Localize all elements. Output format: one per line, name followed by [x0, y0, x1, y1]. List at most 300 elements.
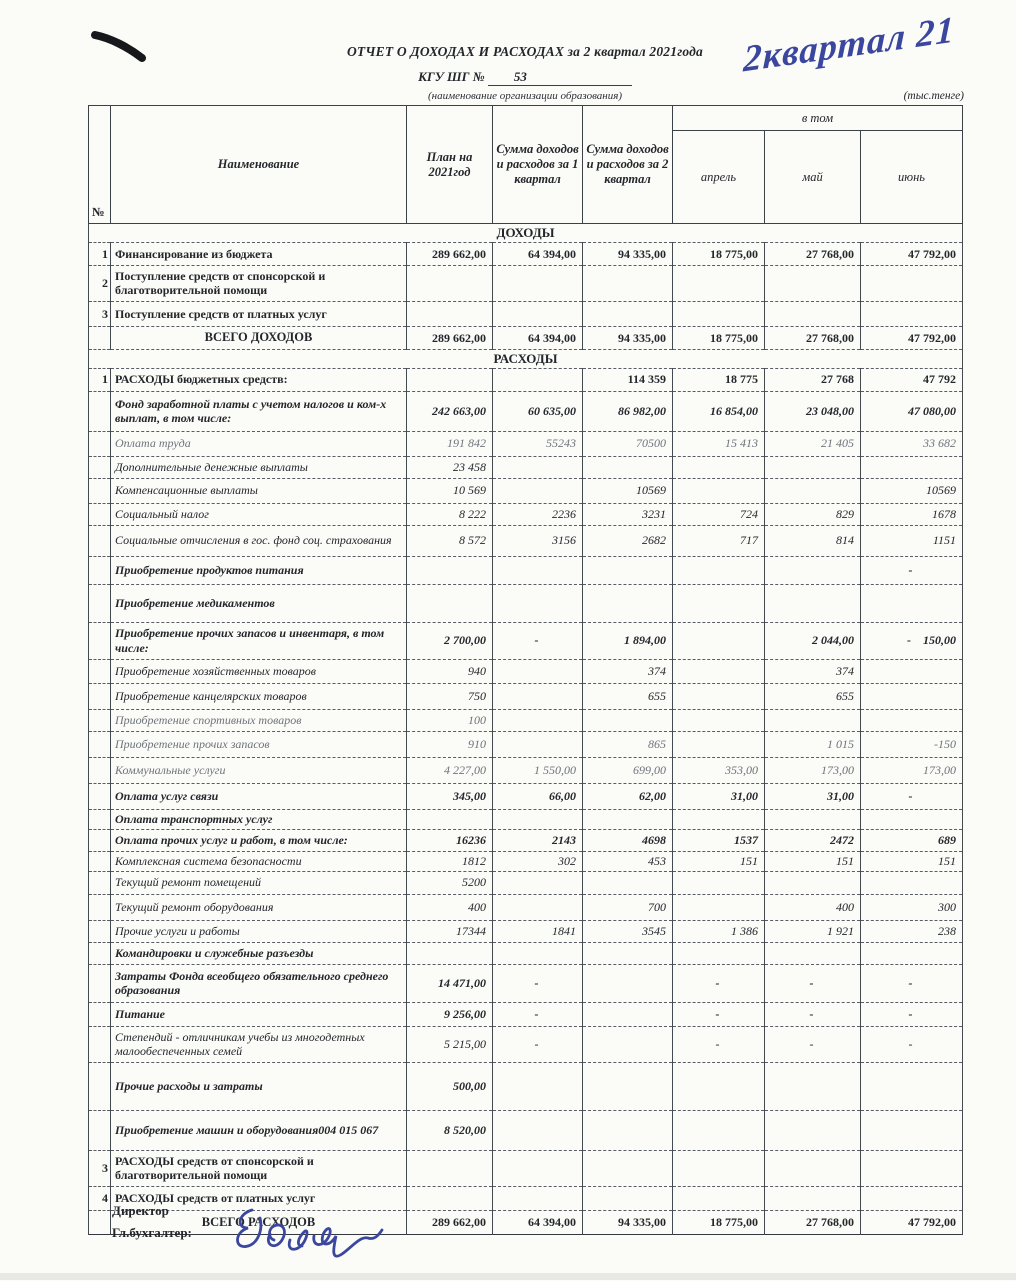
- value-cell: 1 386: [673, 920, 765, 942]
- value-cell: 64 394,00: [493, 1210, 583, 1234]
- table-row: [89, 920, 963, 942]
- value-cell: 31,00: [673, 783, 765, 809]
- handwritten-note: 2квартал 21: [742, 9, 956, 81]
- value-cell: 1678: [861, 503, 963, 525]
- value-cell: [765, 1110, 861, 1150]
- value-cell: [673, 683, 765, 709]
- table-row: [89, 894, 963, 920]
- value-cell: [673, 894, 765, 920]
- value-cell: [493, 368, 583, 391]
- value-cell: [861, 1150, 963, 1186]
- value-cell: 1812: [407, 851, 493, 871]
- value-cell: 1151: [861, 525, 963, 556]
- row-label: Приобретение хозяйственных товаров: [111, 659, 407, 683]
- header-name: Наименование: [111, 106, 407, 224]
- value-cell: [583, 456, 673, 478]
- value-cell: [765, 556, 861, 584]
- value-cell: 689: [861, 829, 963, 851]
- row-number: [89, 478, 111, 503]
- value-cell: [493, 1110, 583, 1150]
- row-label: Текущий ремонт оборудования: [111, 894, 407, 920]
- value-cell: [407, 1150, 493, 1186]
- value-cell: [673, 659, 765, 683]
- section-row: [89, 349, 963, 368]
- value-cell: 750: [407, 683, 493, 709]
- value-cell: 17344: [407, 920, 493, 942]
- value-cell: [861, 265, 963, 301]
- value-cell: [493, 709, 583, 731]
- table-row: [89, 622, 963, 659]
- row-label: Питание: [111, 1002, 407, 1026]
- table-row: [89, 1002, 963, 1026]
- value-cell: [407, 265, 493, 301]
- section-label: РАСХОДЫ: [89, 349, 963, 368]
- value-cell: 23 458: [407, 456, 493, 478]
- value-cell: 700: [583, 894, 673, 920]
- value-cell: [493, 1186, 583, 1210]
- row-number: [89, 809, 111, 829]
- value-cell: 717: [673, 525, 765, 556]
- value-cell: 5 215,00: [407, 1026, 493, 1062]
- value-cell: [407, 942, 493, 964]
- value-cell: [583, 1150, 673, 1186]
- value-cell: 86 982,00: [583, 391, 673, 431]
- value-cell: [493, 456, 583, 478]
- org-label: КГУ ШГ №: [418, 69, 485, 84]
- value-cell: [493, 556, 583, 584]
- row-number: [89, 622, 111, 659]
- value-cell: 64 394,00: [493, 326, 583, 349]
- value-cell: 289 662,00: [407, 326, 493, 349]
- value-cell: [673, 871, 765, 894]
- value-cell: 94 335,00: [583, 242, 673, 265]
- value-cell: [583, 809, 673, 829]
- row-label: Оплата прочих услуг и работ, в том числе:: [111, 829, 407, 851]
- header-q2: Сумма доходов и расходов за 2 квартал: [583, 106, 673, 224]
- header-plan: План на 2021год: [407, 106, 493, 224]
- value-cell: -: [493, 1002, 583, 1026]
- row-label: Компенсационные выплаты: [111, 478, 407, 503]
- value-cell: [583, 1026, 673, 1062]
- row-label: Прочие расходы и затраты: [111, 1062, 407, 1110]
- row-label: Степендий - отличникам учебы из многодетных малообеспеченных семей: [111, 1026, 407, 1062]
- value-cell: -: [493, 622, 583, 659]
- value-cell: [861, 942, 963, 964]
- row-label: Коммунальные услуги: [111, 757, 407, 783]
- table-row: [89, 584, 963, 622]
- table-row: [89, 1110, 963, 1150]
- value-cell: 2682: [583, 525, 673, 556]
- value-cell: 27 768,00: [765, 242, 861, 265]
- income-expense-table: [88, 105, 963, 1235]
- scan-edge: [0, 1273, 1016, 1280]
- value-cell: [861, 683, 963, 709]
- value-cell: [861, 659, 963, 683]
- row-number: [89, 391, 111, 431]
- row-number: [89, 1210, 111, 1234]
- value-cell: [765, 709, 861, 731]
- value-cell: 173,00: [765, 757, 861, 783]
- value-cell: -: [765, 1002, 861, 1026]
- row-number: [89, 584, 111, 622]
- value-cell: [861, 709, 963, 731]
- row-label: Прочие услуги и работы: [111, 920, 407, 942]
- value-cell: 353,00: [673, 757, 765, 783]
- value-cell: [583, 1002, 673, 1026]
- row-number: 1: [89, 242, 111, 265]
- table-row: [89, 1026, 963, 1062]
- value-cell: -: [861, 964, 963, 1002]
- value-cell: 1537: [673, 829, 765, 851]
- row-number: [89, 1110, 111, 1150]
- org-number: 53: [488, 69, 632, 86]
- value-cell: [861, 584, 963, 622]
- value-cell: 400: [407, 894, 493, 920]
- section-row: [89, 224, 963, 243]
- table-row: [89, 1186, 963, 1210]
- value-cell: 655: [583, 683, 673, 709]
- header-vtom: в том: [673, 106, 963, 131]
- row-number: [89, 783, 111, 809]
- value-cell: [493, 894, 583, 920]
- value-cell: 4698: [583, 829, 673, 851]
- value-cell: [861, 301, 963, 326]
- value-cell: [493, 809, 583, 829]
- value-cell: [765, 584, 861, 622]
- table-row: [89, 683, 963, 709]
- value-cell: 4 227,00: [407, 757, 493, 783]
- row-label: Поступление средств от платных услуг: [111, 301, 407, 326]
- value-cell: 31,00: [765, 783, 861, 809]
- row-number: [89, 731, 111, 757]
- value-cell: -: [493, 964, 583, 1002]
- value-cell: 18 775: [673, 368, 765, 391]
- table-header: [89, 106, 963, 224]
- row-number: [89, 757, 111, 783]
- value-cell: 345,00: [407, 783, 493, 809]
- value-cell: 10 569: [407, 478, 493, 503]
- table-row: [89, 478, 963, 503]
- row-label: РАСХОДЫ средств от спонсорской и благотворительной помощи: [111, 1150, 407, 1186]
- row-label: Оплата транспортных услуг: [111, 809, 407, 829]
- row-number: [89, 942, 111, 964]
- header-may: май: [765, 131, 861, 224]
- value-cell: [673, 809, 765, 829]
- value-cell: [583, 709, 673, 731]
- value-cell: 27 768: [765, 368, 861, 391]
- report-table-wrapper: [88, 105, 962, 1235]
- value-cell: [765, 456, 861, 478]
- value-cell: 1 550,00: [493, 757, 583, 783]
- value-cell: [583, 1186, 673, 1210]
- value-cell: 47 792,00: [861, 326, 963, 349]
- value-cell: [407, 556, 493, 584]
- value-cell: [673, 1186, 765, 1210]
- value-cell: 300: [861, 894, 963, 920]
- value-cell: [673, 731, 765, 757]
- value-cell: -: [861, 1002, 963, 1026]
- value-cell: -: [765, 1026, 861, 1062]
- total-row: [89, 1210, 963, 1234]
- value-cell: -: [765, 964, 861, 1002]
- value-cell: 16 854,00: [673, 391, 765, 431]
- value-cell: 1 015: [765, 731, 861, 757]
- value-cell: [673, 942, 765, 964]
- value-cell: 1 894,00: [583, 622, 673, 659]
- table-row: [89, 851, 963, 871]
- row-number: [89, 709, 111, 731]
- value-cell: [861, 871, 963, 894]
- table-row: [89, 301, 963, 326]
- row-label: Командировки и служебные разъезды: [111, 942, 407, 964]
- table-row: [89, 942, 963, 964]
- value-cell: [861, 1110, 963, 1150]
- value-cell: 2143: [493, 829, 583, 851]
- value-cell: 16236: [407, 829, 493, 851]
- value-cell: [673, 265, 765, 301]
- value-cell: [765, 478, 861, 503]
- row-label: РАСХОДЫ бюджетных средств:: [111, 368, 407, 391]
- row-label: Приобретение прочих запасов и инвентаря, в том числе:: [111, 622, 407, 659]
- row-number: 4: [89, 1186, 111, 1210]
- value-cell: 238: [861, 920, 963, 942]
- value-cell: [673, 584, 765, 622]
- value-cell: [673, 478, 765, 503]
- value-cell: [493, 478, 583, 503]
- value-cell: [493, 265, 583, 301]
- value-cell: 8 222: [407, 503, 493, 525]
- value-cell: 910: [407, 731, 493, 757]
- value-cell: [493, 942, 583, 964]
- total-row: [89, 326, 963, 349]
- value-cell: [765, 942, 861, 964]
- row-label: Приобретение медикаментов: [111, 584, 407, 622]
- value-cell: 94 335,00: [583, 326, 673, 349]
- row-number: 3: [89, 301, 111, 326]
- value-cell: [407, 1186, 493, 1210]
- value-cell: 151: [765, 851, 861, 871]
- table-row: [89, 809, 963, 829]
- value-cell: 27 768,00: [765, 326, 861, 349]
- value-cell: 55243: [493, 431, 583, 456]
- value-cell: 47 792: [861, 368, 963, 391]
- value-cell: -: [861, 783, 963, 809]
- value-cell: 374: [765, 659, 861, 683]
- value-cell: 10569: [861, 478, 963, 503]
- value-cell: 242 663,00: [407, 391, 493, 431]
- value-cell: [407, 301, 493, 326]
- value-cell: 699,00: [583, 757, 673, 783]
- value-cell: 3545: [583, 920, 673, 942]
- value-cell: [583, 1110, 673, 1150]
- value-cell: 289 662,00: [407, 1210, 493, 1234]
- row-number: [89, 920, 111, 942]
- value-cell: 60 635,00: [493, 391, 583, 431]
- value-cell: 151: [673, 851, 765, 871]
- row-label: Приобретение спортивных товаров: [111, 709, 407, 731]
- row-number: [89, 829, 111, 851]
- value-cell: -: [861, 1026, 963, 1062]
- table-row: [89, 964, 963, 1002]
- value-cell: [673, 556, 765, 584]
- value-cell: 2 700,00: [407, 622, 493, 659]
- row-label: Социальные отчисления в гос. фонд соц. страхования: [111, 525, 407, 556]
- value-cell: [765, 301, 861, 326]
- value-cell: [583, 301, 673, 326]
- row-label: Поступление средств от спонсорской и благотворительной помощи: [111, 265, 407, 301]
- director-label: Директор: [112, 1203, 169, 1218]
- row-label: Приобретение продуктов питания: [111, 556, 407, 584]
- value-cell: [407, 368, 493, 391]
- value-cell: 2472: [765, 829, 861, 851]
- value-cell: -: [493, 1026, 583, 1062]
- value-cell: 829: [765, 503, 861, 525]
- table-row: [89, 503, 963, 525]
- value-cell: [765, 871, 861, 894]
- value-cell: [673, 456, 765, 478]
- section-label: ДОХОДЫ: [89, 224, 963, 243]
- row-label: Оплата труда: [111, 431, 407, 456]
- value-cell: -: [673, 1026, 765, 1062]
- value-cell: [583, 1062, 673, 1110]
- org-caption: (наименование организации образования): [427, 90, 623, 102]
- value-cell: 173,00: [861, 757, 963, 783]
- org-line: [88, 69, 962, 86]
- row-number: [89, 683, 111, 709]
- value-cell: [493, 584, 583, 622]
- value-cell: 21 405: [765, 431, 861, 456]
- value-cell: [583, 584, 673, 622]
- table-row: [89, 556, 963, 584]
- value-cell: 8 520,00: [407, 1110, 493, 1150]
- value-cell: [765, 809, 861, 829]
- row-number: 1: [89, 368, 111, 391]
- table-row: [89, 1062, 963, 1110]
- value-cell: [583, 265, 673, 301]
- total-label: ВСЕГО ДОХОДОВ: [111, 326, 407, 349]
- header-april: апрель: [673, 131, 765, 224]
- header-q1: Сумма доходов и расходов за 1 квартал: [493, 106, 583, 224]
- table-row: [89, 456, 963, 478]
- value-cell: 66,00: [493, 783, 583, 809]
- value-cell: [407, 809, 493, 829]
- value-cell: -150: [861, 731, 963, 757]
- row-label: Приобретение прочих запасов: [111, 731, 407, 757]
- value-cell: 302: [493, 851, 583, 871]
- value-cell: [583, 871, 673, 894]
- value-cell: 64 394,00: [493, 242, 583, 265]
- value-cell: 655: [765, 683, 861, 709]
- value-cell: 114 359: [583, 368, 673, 391]
- value-cell: [673, 1062, 765, 1110]
- value-cell: 27 768,00: [765, 1210, 861, 1234]
- handwritten-signature: [222, 1186, 402, 1281]
- row-number: [89, 456, 111, 478]
- value-cell: [583, 964, 673, 1002]
- value-cell: 94 335,00: [583, 1210, 673, 1234]
- value-cell: 940: [407, 659, 493, 683]
- header-num: №: [89, 106, 111, 224]
- value-cell: 3231: [583, 503, 673, 525]
- document-title: ОТЧЕТ О ДОХОДАХ И РАСХОДАХ за 2 квартал 2021года: [346, 44, 704, 59]
- value-cell: 33 682: [861, 431, 963, 456]
- total-label: ВСЕГО РАСХОДОВ: [111, 1210, 407, 1234]
- value-cell: 9 256,00: [407, 1002, 493, 1026]
- value-cell: 289 662,00: [407, 242, 493, 265]
- table-row: [89, 391, 963, 431]
- value-cell: 724: [673, 503, 765, 525]
- table-row: [89, 709, 963, 731]
- row-label: Дополнительные денежные выплаты: [111, 456, 407, 478]
- value-cell: 18 775,00: [673, 326, 765, 349]
- value-cell: [583, 556, 673, 584]
- row-label: Социальный налог: [111, 503, 407, 525]
- value-cell: 814: [765, 525, 861, 556]
- value-cell: [861, 1186, 963, 1210]
- row-number: [89, 1026, 111, 1062]
- row-number: [89, 851, 111, 871]
- row-number: 2: [89, 265, 111, 301]
- value-cell: [493, 871, 583, 894]
- value-cell: [493, 683, 583, 709]
- value-cell: [493, 1062, 583, 1110]
- row-label: Текущий ремонт помещений: [111, 871, 407, 894]
- table-row: [89, 368, 963, 391]
- row-number: [89, 1002, 111, 1026]
- value-cell: 10569: [583, 478, 673, 503]
- value-cell: [861, 456, 963, 478]
- table-row: [89, 783, 963, 809]
- table-row: [89, 829, 963, 851]
- row-number: [89, 525, 111, 556]
- value-cell: 1 921: [765, 920, 861, 942]
- row-number: [89, 431, 111, 456]
- units-note: (тыс.тенге): [903, 90, 964, 102]
- table-body: [89, 224, 963, 1235]
- table-row: [89, 871, 963, 894]
- value-cell: [765, 265, 861, 301]
- table-row: [89, 731, 963, 757]
- value-cell: 191 842: [407, 431, 493, 456]
- value-cell: 15 413: [673, 431, 765, 456]
- value-cell: [861, 1062, 963, 1110]
- row-label: Приобретение машин и оборудования004 015 067: [111, 1110, 407, 1150]
- value-cell: 865: [583, 731, 673, 757]
- table-row: [89, 1150, 963, 1186]
- value-cell: -: [861, 556, 963, 584]
- value-cell: 2236: [493, 503, 583, 525]
- value-cell: [583, 942, 673, 964]
- value-cell: [673, 301, 765, 326]
- value-cell: 3156: [493, 525, 583, 556]
- value-cell: [765, 1062, 861, 1110]
- value-cell: [861, 809, 963, 829]
- value-cell: 8 572: [407, 525, 493, 556]
- row-number: [89, 556, 111, 584]
- value-cell: [493, 659, 583, 683]
- row-number: [89, 326, 111, 349]
- value-cell: 453: [583, 851, 673, 871]
- table-row: [89, 757, 963, 783]
- value-cell: -: [673, 1002, 765, 1026]
- value-cell: 23 048,00: [765, 391, 861, 431]
- row-label: РАСХОДЫ средств от платных услуг: [111, 1186, 407, 1210]
- value-cell: 47 792,00: [861, 1210, 963, 1234]
- row-label: Затраты Фонда всеобщего обязательного среднего образования: [111, 964, 407, 1002]
- table-row: [89, 265, 963, 301]
- table-row: [89, 659, 963, 683]
- value-cell: 14 471,00: [407, 964, 493, 1002]
